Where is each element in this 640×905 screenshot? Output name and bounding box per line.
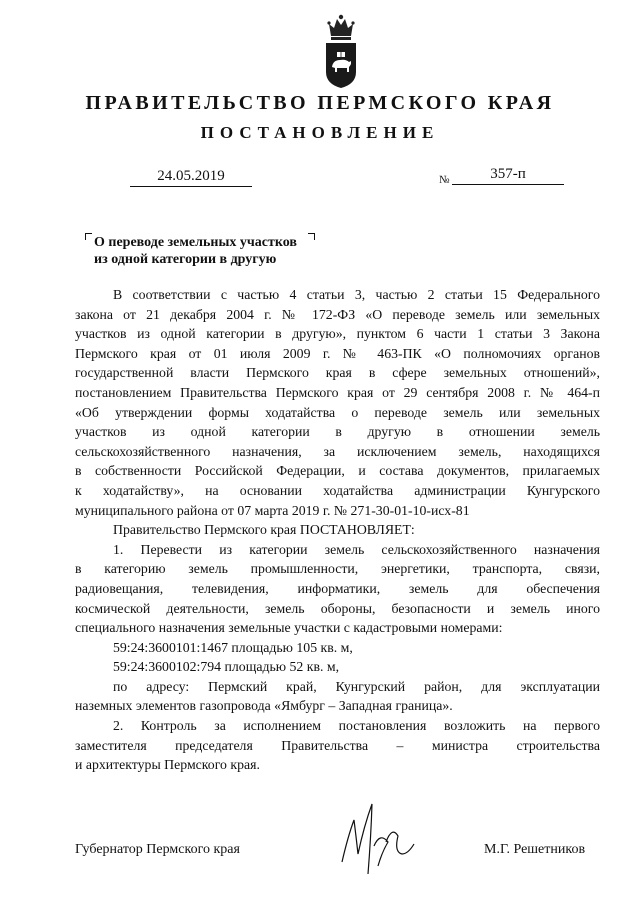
body-line: Пермского края от 01 июля 2009 г. № 463-ПК «О полномочиях органов: [75, 345, 600, 361]
cadastral-parcel: 59:24:3600101:1467 площадью 105 кв. м,: [113, 639, 353, 655]
subject-bracket-right: [308, 233, 315, 240]
body-line: заместителя председателя Правительства – министра строительства: [75, 737, 600, 753]
signatory-name: М.Г. Решетников: [484, 842, 586, 857]
body-line: в собственности Российской Федерации, и состава документов, прилагаемых: [75, 463, 600, 479]
body-line: наземных элементов газопровода «Ямбург – Западная граница».: [75, 698, 453, 714]
government-title: ПРАВИТЕЛЬСТВО ПЕРМСКОГО КРАЯ: [85, 92, 555, 114]
document-subject: [94, 234, 297, 268]
body-line: и архитектуры Пермского края.: [75, 757, 260, 773]
body-line: государственной власти Пермского края в сфере земельных отношений»,: [75, 365, 600, 381]
body-line: постановлением Правительства Пермского края от 29 сентября 2008 г. № 464-п: [75, 384, 600, 400]
body-line: в категорию земель промышленности, энергетики, транспорта, связи,: [75, 561, 600, 577]
signatory-position: Губернатор Пермского края: [75, 842, 240, 857]
body-line: к ходатайству», на основании ходатайства администрации Кунгурского: [75, 482, 600, 498]
body-line: 1. Перевести из категории земель сельскохозяйственного назначения: [113, 541, 600, 557]
body-line: закона от 21 декабря 2004 г. № 172-ФЗ «О переводе земель или земельных: [75, 306, 600, 322]
document-type: ПОСТАНОВЛЕНИЕ: [200, 123, 440, 142]
number-label: №: [439, 174, 450, 186]
body-line: участков из одной категории в другую в отношении земель: [75, 424, 600, 440]
cadastral-parcel: 59:24:3600102:794 площадью 52 кв. м,: [113, 659, 340, 675]
subject-line: О переводе земельных участков: [94, 235, 297, 250]
body-line: по адресу: Пермский край, Кунгурский район, для эксплуатации: [113, 678, 600, 694]
document-body: [75, 285, 600, 775]
body-line: космической деятельности, земель обороны, безопасности и земель иного: [75, 600, 600, 616]
subject-bracket-left: [85, 233, 92, 240]
document-date: 24.05.2019: [130, 168, 252, 187]
body-line: сельскохозяйственного назначения, за исключением земель, находящихся: [75, 443, 600, 459]
coat-of-arms-icon: [323, 10, 359, 88]
body-line: 2. Контроль за исполнением постановления возложить на первого: [113, 718, 600, 734]
body-line: муниципального района от 07 марта 2019 г. № 271-30-01-10-исх-81: [75, 502, 470, 518]
document-number: 357-п: [452, 166, 564, 185]
body-line: участков из одной категории в другую», пунктом 6 части 1 статьи 3 Закона: [75, 326, 600, 342]
body-line: специального назначения земельные участки с кадастровыми номерами:: [75, 620, 503, 636]
subject-line: из одной категории в другую: [94, 252, 277, 267]
body-line: радиовещания, телевидения, информатики, земель для обеспечения: [75, 580, 600, 596]
handwritten-signature: [338, 796, 418, 878]
body-line: В соответствии с частью 4 статьи 3, частью 2 статьи 15 Федерального: [113, 287, 600, 302]
body-line: «Об утверждении формы ходатайства о переводе земель или земельных: [75, 404, 600, 420]
resolution-line: Правительство Пермского края ПОСТАНОВЛЯЕТ:: [113, 522, 415, 538]
